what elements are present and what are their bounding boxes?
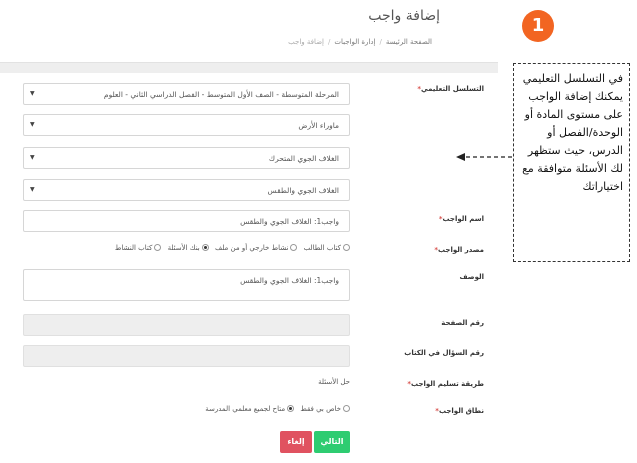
breadcrumb-current: إضافة واجب — [288, 38, 324, 46]
hierarchy-label: التسلسل التعليمي* — [417, 85, 484, 93]
select-value: المرحلة المتوسطة - الصف الأول المتوسط - الفصل الدراسي الثاني - العلوم — [103, 90, 339, 99]
page-number-label: رقم الصفحة — [441, 319, 484, 327]
name-label: اسم الواجب* — [438, 215, 484, 223]
radio-selected-icon — [202, 244, 209, 251]
description-label: الوصف — [459, 273, 484, 281]
page-header — [0, 0, 498, 62]
annotation-callout — [513, 63, 630, 262]
select-value: ماوراء الأرض — [298, 121, 339, 130]
delivery-value: حل الأسئلة — [318, 378, 350, 386]
source-option-activity-book[interactable]: كتاب النشاط — [115, 244, 161, 252]
assignment-name-input[interactable] — [23, 210, 350, 232]
breadcrumb-assignments[interactable]: إدارة الواجبات — [334, 38, 376, 46]
description-textarea[interactable] — [23, 269, 350, 301]
chapter-select[interactable] — [23, 147, 350, 169]
input-value: واجب1: الغلاف الجوي والطقس — [240, 217, 339, 226]
radio-selected-icon — [287, 405, 294, 412]
question-number-input[interactable] — [23, 345, 350, 367]
page-number-input[interactable] — [23, 314, 350, 336]
source-option-student-book[interactable]: كتاب الطالب — [304, 244, 350, 252]
lesson-select[interactable] — [23, 179, 350, 201]
radio-icon — [290, 244, 297, 251]
radio-icon — [154, 244, 161, 251]
source-option-question-bank[interactable]: بنك الأسئلة — [168, 244, 209, 252]
radio-icon — [343, 405, 350, 412]
select-value: الغلاف الجوي المتحرك — [268, 154, 339, 163]
scope-radio-group — [23, 405, 350, 419]
chevron-down-icon: ▼ — [30, 186, 35, 193]
delivery-label: طريقة تسليم الواجب* — [407, 380, 484, 388]
scope-option-private[interactable]: خاص بي فقط — [300, 405, 350, 413]
scope-label: نطاق الواجب* — [435, 407, 484, 415]
cancel-button[interactable]: إلغاء — [280, 431, 312, 453]
source-label: مصدر الواجب* — [434, 246, 484, 254]
arrow-left-icon — [456, 152, 512, 162]
question-number-label: رقم السؤال في الكتاب — [404, 349, 484, 357]
breadcrumb: الصفحة الرئيسة/إدارة الواجبات/إضافة واجب — [288, 38, 432, 46]
header-divider — [0, 62, 498, 73]
page-title: إضافة واجب — [368, 8, 440, 24]
chevron-down-icon: ▼ — [30, 121, 35, 128]
assignment-form — [0, 73, 498, 463]
scope-option-school[interactable]: متاح لجميع معلمي المدرسة — [205, 405, 294, 413]
select-value: الغلاف الجوي والطقس — [267, 186, 339, 195]
chevron-down-icon: ▼ — [30, 90, 35, 97]
chevron-down-icon: ▼ — [30, 154, 35, 161]
textarea-value: واجب1: الغلاف الجوي والطقس — [240, 276, 339, 285]
source-radio-group — [23, 244, 350, 258]
unit-select[interactable] — [23, 114, 350, 136]
stage-grade-subject-select[interactable] — [23, 83, 350, 105]
next-button[interactable]: التالي — [314, 431, 350, 453]
annotation-text: في التسلسل التعليمي يمكنك إضافة الواجب على مستوى المادة أو الوحدة/الفصل أو الدرس، حيث ستظهر لك الأسئلة متوافقة مع اختياراتك — [522, 72, 623, 193]
radio-icon — [343, 244, 350, 251]
source-option-external-file[interactable]: نشاط خارجي أو من ملف — [215, 244, 297, 252]
step-number-badge: 1 — [522, 10, 554, 42]
breadcrumb-home[interactable]: الصفحة الرئيسة — [385, 38, 432, 46]
